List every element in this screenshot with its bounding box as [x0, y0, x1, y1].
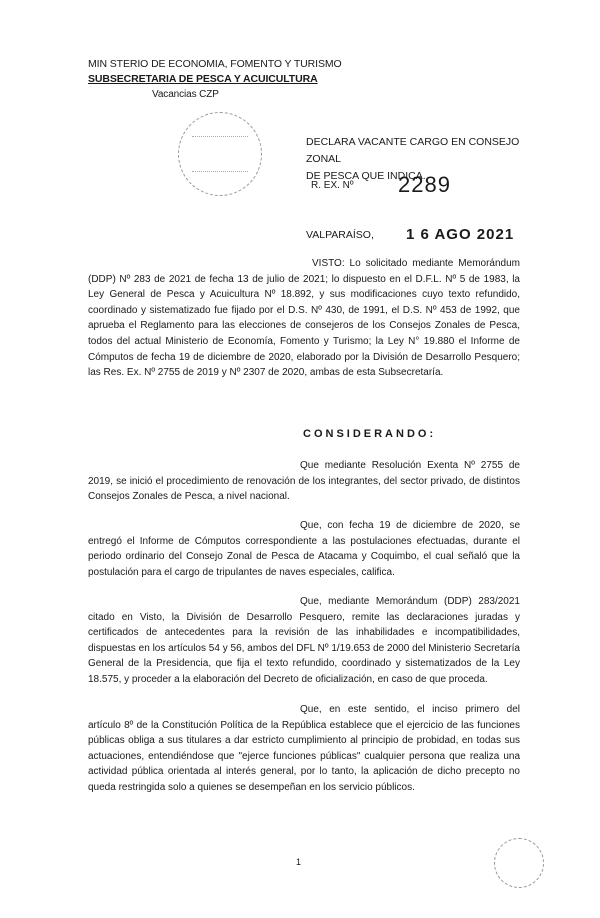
considerando-paragraph-3: [88, 594, 520, 688]
considerando-paragraph-4: [88, 702, 520, 796]
paragraph-text: Que mediante Resolución Exenta Nº 2755 de 2019, se inició el procedimiento de renovación de los integrantes, del sector privado, de distintos Consejos Zonales de Pesca, a nivel nacional.: [88, 460, 520, 503]
place-label: VALPARAÍSO,: [306, 229, 374, 241]
visto-paragraph: [88, 256, 520, 381]
considerando-paragraph-2: [88, 518, 520, 580]
seal-inner-ring: [192, 136, 248, 172]
ministerio-header: MIN STERIO DE ECONOMIA, FOMENTO Y TURISMO: [88, 58, 342, 70]
page-number: 1: [296, 857, 302, 867]
corner-seal-stamp: [494, 838, 544, 888]
title-line-1: DECLARA VACANTE CARGO EN CONSEJO ZONAL: [306, 136, 520, 165]
vacancias-note: Vacancias CZP: [152, 89, 219, 100]
paragraph-text: Que, con fecha 19 de diciembre de 2020, se entregó el Informe de Cómputos correspondiente a las postulaciones efectuadas, durante el periodo ordinario del Consejo Zonal de Pesca de Atacama y Coquimbo, el cual señaló que la postulación para el cargo de tripulantes de naves especiales, califica.: [88, 520, 520, 578]
paragraph-text: Que, en este sentido, el inciso primero del artículo 8º de la Constitución Política de la República establece que el ejercicio de las funciones públicas obliga a sus titulares a dar estricto cumplimiento al principio de probidad, en todas sus actuaciones, entendiéndose que "ejerce funciones públicas" cualquier persona que realiza una actividad pública orientada al interés general, por lo tanto, la aplicación de dicho precepto no queda restringida solo a quienes se desempeñan en los servicio públicos.: [88, 704, 520, 793]
subsecretaria-header: SUBSECRETARIA DE PESCA Y ACUICULTURA: [88, 73, 318, 85]
considerando-heading: CONSIDERANDO:: [303, 428, 437, 440]
considerando-paragraph-1: [88, 458, 520, 505]
official-seal-stamp: [178, 112, 262, 196]
date-stamp: 1 6 AGO 2021: [406, 226, 515, 243]
paragraph-text: Que, mediante Memorándum (DDP) 283/2021 citado en Visto, la División de Desarrollo Pesquero, remite las declaraciones juradas y certificados de antecedentes para la revisión de las inhabilidades e incompatibilidades, dispuestas en los artículos 54 y 56, ambos del DFL Nº 1/19.653 de 2000 del Ministerio Secretaría General de la Presidencia, que fija el texto refundido, coordinado y sistematizados de la Ley 18.575, y proceder a la elaboración del Decreto de oficialización, en caso de que proceda.: [88, 596, 520, 685]
rex-number: 2289: [398, 172, 451, 197]
visto-text: Lo solicitado mediante Memorándum (DDP) Nº 283 de 2021 de fecha 13 de julio de 2021; lo dispuesto en el D.F.L. Nº 5 de 1983, la Ley General de Pesca y Acuicultura Nº 18.892, y sus modificaciones cuyo texto refundido, coordinado y sistematizado fue fijado por el D.S. Nº 430, de 1991, el D.S. Nº 453 de 1992, que aprueba el Reglamento para las elecciones de consejeros de los Consejos Zonales de Pesca, todos del actual Ministerio de Economía, Fomento y Turismo; la Ley N° 19.880 el Informe de Cómputos de fecha 19 de diciembre de 2020, elaborado por la División de Desarrollo Pesquero; las Res. Ex. Nº 2755 de 2019 y Nº 2307 de 2020, ambas de esta Subsecretaría.: [88, 258, 520, 379]
visto-label: VISTO:: [312, 258, 345, 269]
title-line-2: DE PESCA QUE INDICA.: [306, 170, 426, 182]
rex-label: R. EX. Nº: [311, 180, 354, 191]
